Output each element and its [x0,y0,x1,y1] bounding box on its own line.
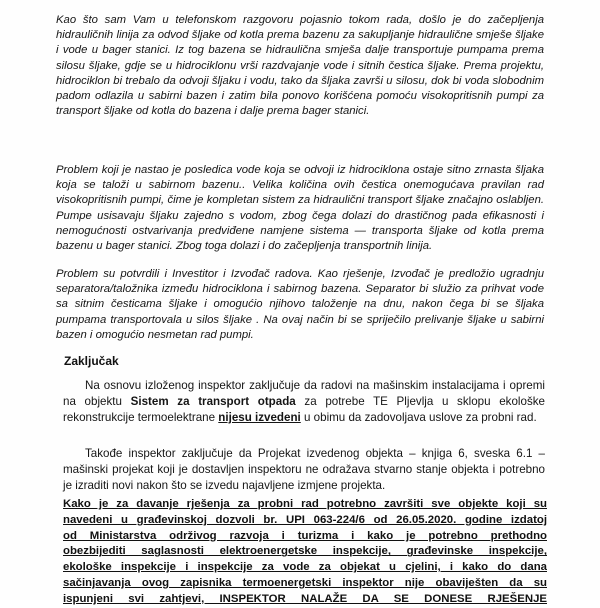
text-run: Na osnovu izloženog inspektor zaključuje da radovi na mašinskim instalacijama i opremi na objektu [63,379,545,408]
object-name: Sistem za transport otpada [130,394,296,408]
final-line: navedeni u građevinskoj dozvoli br. UPI 063-224/6 od 26.05.2020. godine izdatoj [63,513,547,526]
italic-paragraph-1 [56,13,544,119]
text-run: u obimu da zadovoljava uslove za probni rad. [300,410,537,424]
not-executed-emphasis: nijesu izvedeni [218,410,301,424]
paragraph-text: Problem koji je nastao je posledica vode koja se odvoji iz hidrociklona ostaje sitno zrnasta šljaka koja se taloži u sabirnom bazenu.. Velika količina ovih čestica onemogućava pravilan rad visokopritisnih pumpi, čime je kompletan sistem za hidraulični transport šljake značajno oslabljen. Pumpe usisavaju šljaku zajedno s vodom, zbog čega dolazi do drastičnog pada efikasnosti i nemogućnosti ostvarivanja predviđene namjene sistema — transporta šljake od kotla prema bazenu u bager stanici. Zbog toga dolazi i do začepljenja transportnih linija. [56,164,544,253]
final-line: obezbijediti saglasnosti elektroenergetske inspekcije, građevinske inspekcije, [63,545,547,558]
text-run: za potrebe TE Pljevlja u sklopu ekološke rekonstrukcije termoelektrane [63,394,545,424]
final-line: od Ministarstva održivog razvoja i turizma i kako je potrebno prethodno [63,529,547,542]
paragraph-text: Problem su potvrdili i Investitor i Izvođač radova. Kao rješenje, Izvođač je predložio ugradnju separatora/taložnika između hidrociklona i sabirnog bazena. Separator bi služio za prihvat vode sa sitnim česticama šljake i omogućio njihovo taloženje na dnu, nakon čega bi se šljaka pumpama transportovala u silos šljake . Na ovaj način bi se spriječilo prelivanje šljake u sabirni bazen i omogućio nesmetan rad pumpi. [56,268,544,341]
final-line: sačinjavanja ovog zapisnika termoenergetski inspektor nije obaviješten da su [63,576,547,589]
section-heading: Zaključak [64,354,119,368]
conclusion-paragraph-2 [63,446,545,493]
conclusion-paragraph-1 [63,378,545,425]
final-paragraph [63,497,547,608]
italic-paragraph-3 [56,267,544,343]
paragraph-text: Takođe inspektor zaključuje da Projekat izvedenog objekta – knjiga 6, sveska 6.1 – mašinski projekat koji je dostavljen inspektoru ne odražava stvarno stanje objekta i potrebno je izraditi novi nakon što se izvedu najavljene izmjene projekta. [63,447,545,492]
final-line: ispunjeni svi zahtjevi, INSPEKTOR NALAŽE DA SE DONESE RJEŠENJE [63,592,547,605]
final-line: ekološke inspekcije i inspekcije za vode za objekat u cjelini, i kako do dana [63,561,547,574]
final-line: Kako je za davanje rješenja za probni rad potrebno završiti sve objekte koji su [63,498,547,510]
paragraph-text: Kao što sam Vam u telefonskom razgovoru pojasnio tokom rada, došlo je do začepljenja hidrauličnih linija za odvod šljake od kotla prema bazenu za sakupljanje hidraulične smješe šljake i vode u bager stanici. Iz tog bazena se hidraulična smješa dalje transportuje pumpama prema silosu šljake, gdje se u hidrociklonu vrši razdvajanje vode i sitnih čestica šljake. Prema projektu, hidrociklon bi trebalo da odvoji šljaku i vodu, tako da šljaka završi u silosu, dok bi voda slobodnim padom odlazila u sabirni bazen i zatim bila ponovo korišćena pomoću visokopritisnih pumpi za transport šljake od kotla do bazena i dalje prema bager stanici. [56,14,544,118]
italic-paragraph-2 [56,163,544,254]
